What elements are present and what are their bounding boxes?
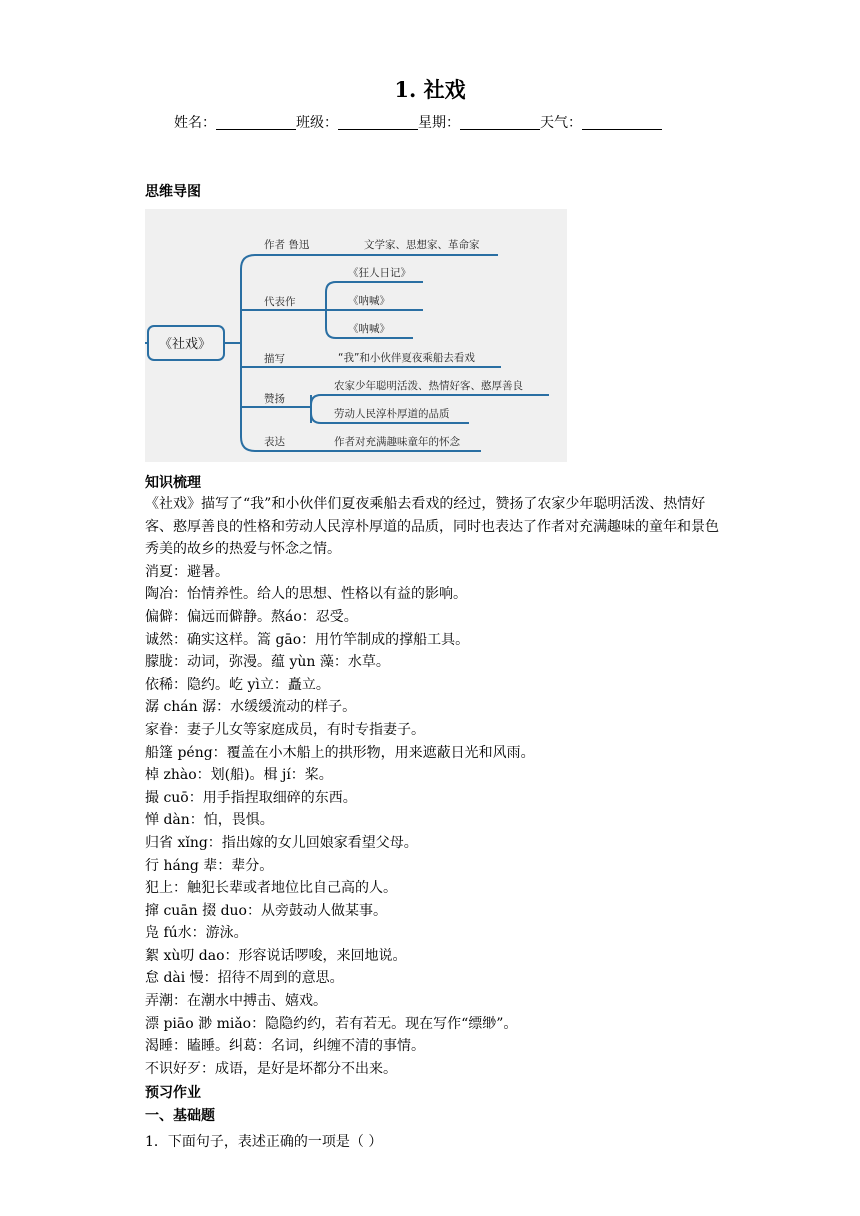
knowledge-heading: 知识梳理 [145, 475, 201, 491]
vocab-item: 归省 xǐng：指出嫁的女儿回娘家看望父母。 [145, 834, 418, 851]
homework-heading: 预习作业 [145, 1085, 201, 1101]
mindmap-works-label: 代表作 [264, 296, 296, 308]
mindmap-work-item: 《狂人日记》 [348, 267, 411, 279]
vocab-item: 弄潮：在潮水中搏击、嬉戏。 [145, 993, 327, 1010]
vocab-item: 家眷：妻子儿女等家庭成员，有时专指妻子。 [145, 721, 425, 738]
mindmap-describe-text: “我”和小伙伴夏夜乘船去看戏 [338, 352, 475, 364]
name-label: 姓名： [174, 115, 216, 131]
class-label: 班级： [296, 115, 338, 131]
vocab-item: 絮 xù叨 dao：形容说话啰唆，来回地说。 [145, 947, 407, 964]
vocab-item: 怠 dài 慢：招待不周到的意思。 [145, 970, 344, 987]
mindmap-figure [145, 209, 567, 462]
student-info-line [174, 112, 662, 132]
vocab-item: 偏僻：偏远而僻静。熬áo：忍受。 [145, 608, 358, 625]
weather-label: 天气： [540, 115, 582, 131]
mindmap-heading: 思维导图 [145, 184, 201, 200]
mindmap-svg [145, 209, 567, 462]
vocab-item: 诚然：确实这样。篙 gāo：用竹竿制成的撑船工具。 [145, 631, 470, 648]
vocab-item: 朦胧：动词，弥漫。蕴 yùn 藻：水草。 [145, 654, 390, 671]
knowledge-summary: 《社戏》描写了“我”和小伙伴们夏夜乘船去看戏的经过，赞扬了农家少年聪明活泼、热情好客、憨厚善良的性格和劳动人民淳朴厚道的品质，同时也表达了作者对充满趣味的童年和景色秀美的故乡的热爱与怀念之情。 [145, 496, 719, 558]
name-blank[interactable] [216, 115, 296, 130]
mindmap-author-label: 作者 鲁迅 [264, 239, 310, 251]
mindmap-praise-item: 农家少年聪明活泼、热情好客、憨厚善良 [334, 380, 523, 392]
mindmap-describe-label: 描写 [264, 353, 285, 365]
week-blank[interactable] [460, 115, 540, 130]
vocab-item: 渴睡：瞌睡。纠葛：名词，纠缠不清的事情。 [145, 1038, 425, 1055]
vocab-item: 漂 piāo 渺 miǎo：隐隐约约，若有若无。现在写作“缥缈”。 [145, 1015, 518, 1032]
vocab-item: 船篷 péng：覆盖在小木船上的拱形物，用来遮蔽日光和风雨。 [145, 744, 535, 761]
mindmap-praise-label: 赞扬 [264, 393, 285, 405]
page-title: 1. 社戏 [394, 77, 466, 102]
vocab-item: 依稀：隐约。屹 yì立：矗立。 [145, 676, 330, 693]
vocab-item: 消夏：避暑。 [145, 563, 229, 580]
vocab-item: 凫 fú水：游泳。 [145, 925, 248, 942]
mindmap-author-desc: 文学家、思想家、革命家 [364, 239, 480, 251]
basic-section-heading: 一、基础题 [145, 1108, 215, 1124]
vocab-item: 犯上：触犯长辈或者地位比自己高的人。 [145, 880, 397, 897]
vocab-item: 陶冶：怡情养性。给人的思想、性格以有益的影响。 [145, 586, 467, 603]
mindmap-express-label: 表达 [264, 436, 285, 448]
knowledge-body [145, 493, 720, 1080]
vocab-item: 行 háng 辈：辈分。 [145, 857, 274, 874]
vocab-item: 撮 cuō：用手指捏取细碎的东西。 [145, 789, 357, 806]
vocab-item: 惮 dàn：怕，畏惧。 [145, 812, 274, 829]
vocab-item: 撺 cuān 掇 duo：从旁鼓动人做某事。 [145, 902, 387, 919]
vocab-item: 潺 chán 潺：水缓缓流动的样子。 [145, 699, 357, 716]
mindmap-center: 《社戏》 [159, 337, 212, 352]
vocab-item: 棹 zhào：划(船)。楫 jí：桨。 [145, 767, 333, 784]
mindmap-work-item: 《呐喊》 [348, 295, 390, 307]
question-1: 1．下面句子，表述正确的一项是（ ） [145, 1134, 383, 1150]
vocab-item: 不识好歹：成语，是好是坏都分不出来。 [145, 1060, 397, 1077]
mindmap-work-item: 《呐喊》 [348, 323, 390, 335]
mindmap-praise-item: 劳动人民淳朴厚道的品质 [334, 408, 450, 420]
mindmap-express-text: 作者对充满趣味童年的怀念 [334, 436, 460, 448]
week-label: 星期： [418, 115, 460, 131]
weather-blank[interactable] [582, 115, 662, 130]
class-blank[interactable] [338, 115, 418, 130]
